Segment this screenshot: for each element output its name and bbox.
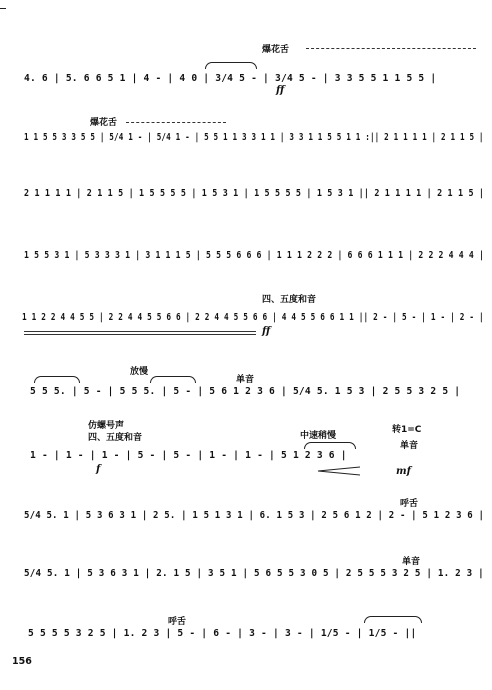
crop-mark <box>0 8 6 9</box>
system-6 <box>0 358 492 408</box>
dynamic-mark: ff <box>276 85 285 96</box>
slur <box>150 376 196 383</box>
system-7 <box>0 416 492 476</box>
slur <box>205 62 257 69</box>
notation-line: 1 1 2 2 4 4 5 5 | 2 2 4 4 5 5 6 6 | 2 2 4 4 5 5 6 6 | 4 4 5 5 6 6 1 1 || 2 - | 5 - | 1 - | 2 - | <box>22 312 484 323</box>
dynamic-mark: f <box>96 464 101 475</box>
notation-line: 1 1 5 5 3 3 5 5 | 5/4 1 - | 5/4 1 - | 5 5 1 1 3 3 1 1 | 3 3 1 1 5 5 1 1 :|| 2 1 1 1 1 | 2 1 1 5 | <box>24 132 484 143</box>
notation-line: 4. 6 | 5. 6 6 5 1 | 4 - | 4 0 | 3/4 5 - | 3/4 5 - | 3 3 5 5 1 1 5 5 | <box>24 73 437 84</box>
system-3 <box>0 182 492 222</box>
system-2 <box>0 110 492 170</box>
system-10 <box>0 612 492 652</box>
system-9 <box>0 550 492 590</box>
page-number: 156 <box>12 656 32 667</box>
key-change-annotation: 转1=C <box>392 425 422 435</box>
annotation: 呼舌 <box>400 499 419 509</box>
system-4 <box>0 240 492 280</box>
annotation: 爆花舌 <box>262 45 290 55</box>
slur <box>304 442 356 449</box>
annotation: 四、五度和音 <box>262 295 317 305</box>
notation-line: 2 1 1 1 1 | 2 1 1 5 | 1 5 5 5 5 | 1 5 3 1 | 1 5 5 5 5 | 1 5 3 1 || 2 1 1 1 1 | 2 1 1 5 | <box>24 188 485 199</box>
slur <box>364 616 422 623</box>
crescendo-hairpin <box>316 466 362 476</box>
system-5 <box>0 288 492 338</box>
notation-line: 1 - | 1 - | 1 - | 5 - | 5 - | 1 - | 1 - | 5 1 2 3 6 | <box>30 450 347 461</box>
slur <box>34 376 80 383</box>
tempo-annotation: 中速稍慢 <box>300 431 337 441</box>
annotation: 单音 <box>400 441 419 451</box>
system-1 <box>0 40 492 100</box>
notation-line: 5 5 5 5 3 2 5 | 1. 2 3 | 5 - | 6 - | 3 - | 3 - | 1/5 - | 1/5 - || <box>28 628 417 639</box>
annotation: 四、五度和音 <box>88 433 143 443</box>
notation-line: 1 5 5 3 1 | 5 3 3 3 1 | 3 1 1 1 5 | 5 5 5 6 6 6 | 1 1 1 2 2 2 | 6 6 6 1 1 1 | 2 2 2 4 4 4 | <box>24 250 485 261</box>
dashed-extension-line <box>306 48 476 49</box>
notation-line: 5 5 5. | 5 - | 5 5 5. | 5 - | 5 6 1 2 3 6 | 5/4 5. 1 5 3 | 2 5 5 3 2 5 | <box>30 386 461 397</box>
annotation: 仿螺号声 <box>88 421 125 431</box>
annotation: 单音 <box>236 375 255 385</box>
double-underline <box>24 331 256 335</box>
dashed-extension-line <box>126 122 226 123</box>
dynamic-mark: mf <box>396 466 411 477</box>
annotation: 放慢 <box>130 367 149 377</box>
annotation: 爆花舌 <box>90 118 118 128</box>
dynamic-mark: ff <box>262 326 271 337</box>
annotation: 呼舌 <box>168 617 187 627</box>
notation-line: 5/4 5. 1 | 5 3 6 3 1 | 2. 1 5 | 3 5 1 | 5 6 5 5 3 0 5 | 2 5 5 5 3 2 5 | 1. 2 3 | <box>24 568 484 579</box>
annotation: 单音 <box>402 557 421 567</box>
notation-line: 5/4 5. 1 | 5 3 6 3 1 | 2 5. | 1 5 1 3 1 | 6. 1 5 3 | 2 5 6 1 2 | 2 - | 5 1 2 3 6 | <box>24 510 485 521</box>
system-8 <box>0 496 492 536</box>
